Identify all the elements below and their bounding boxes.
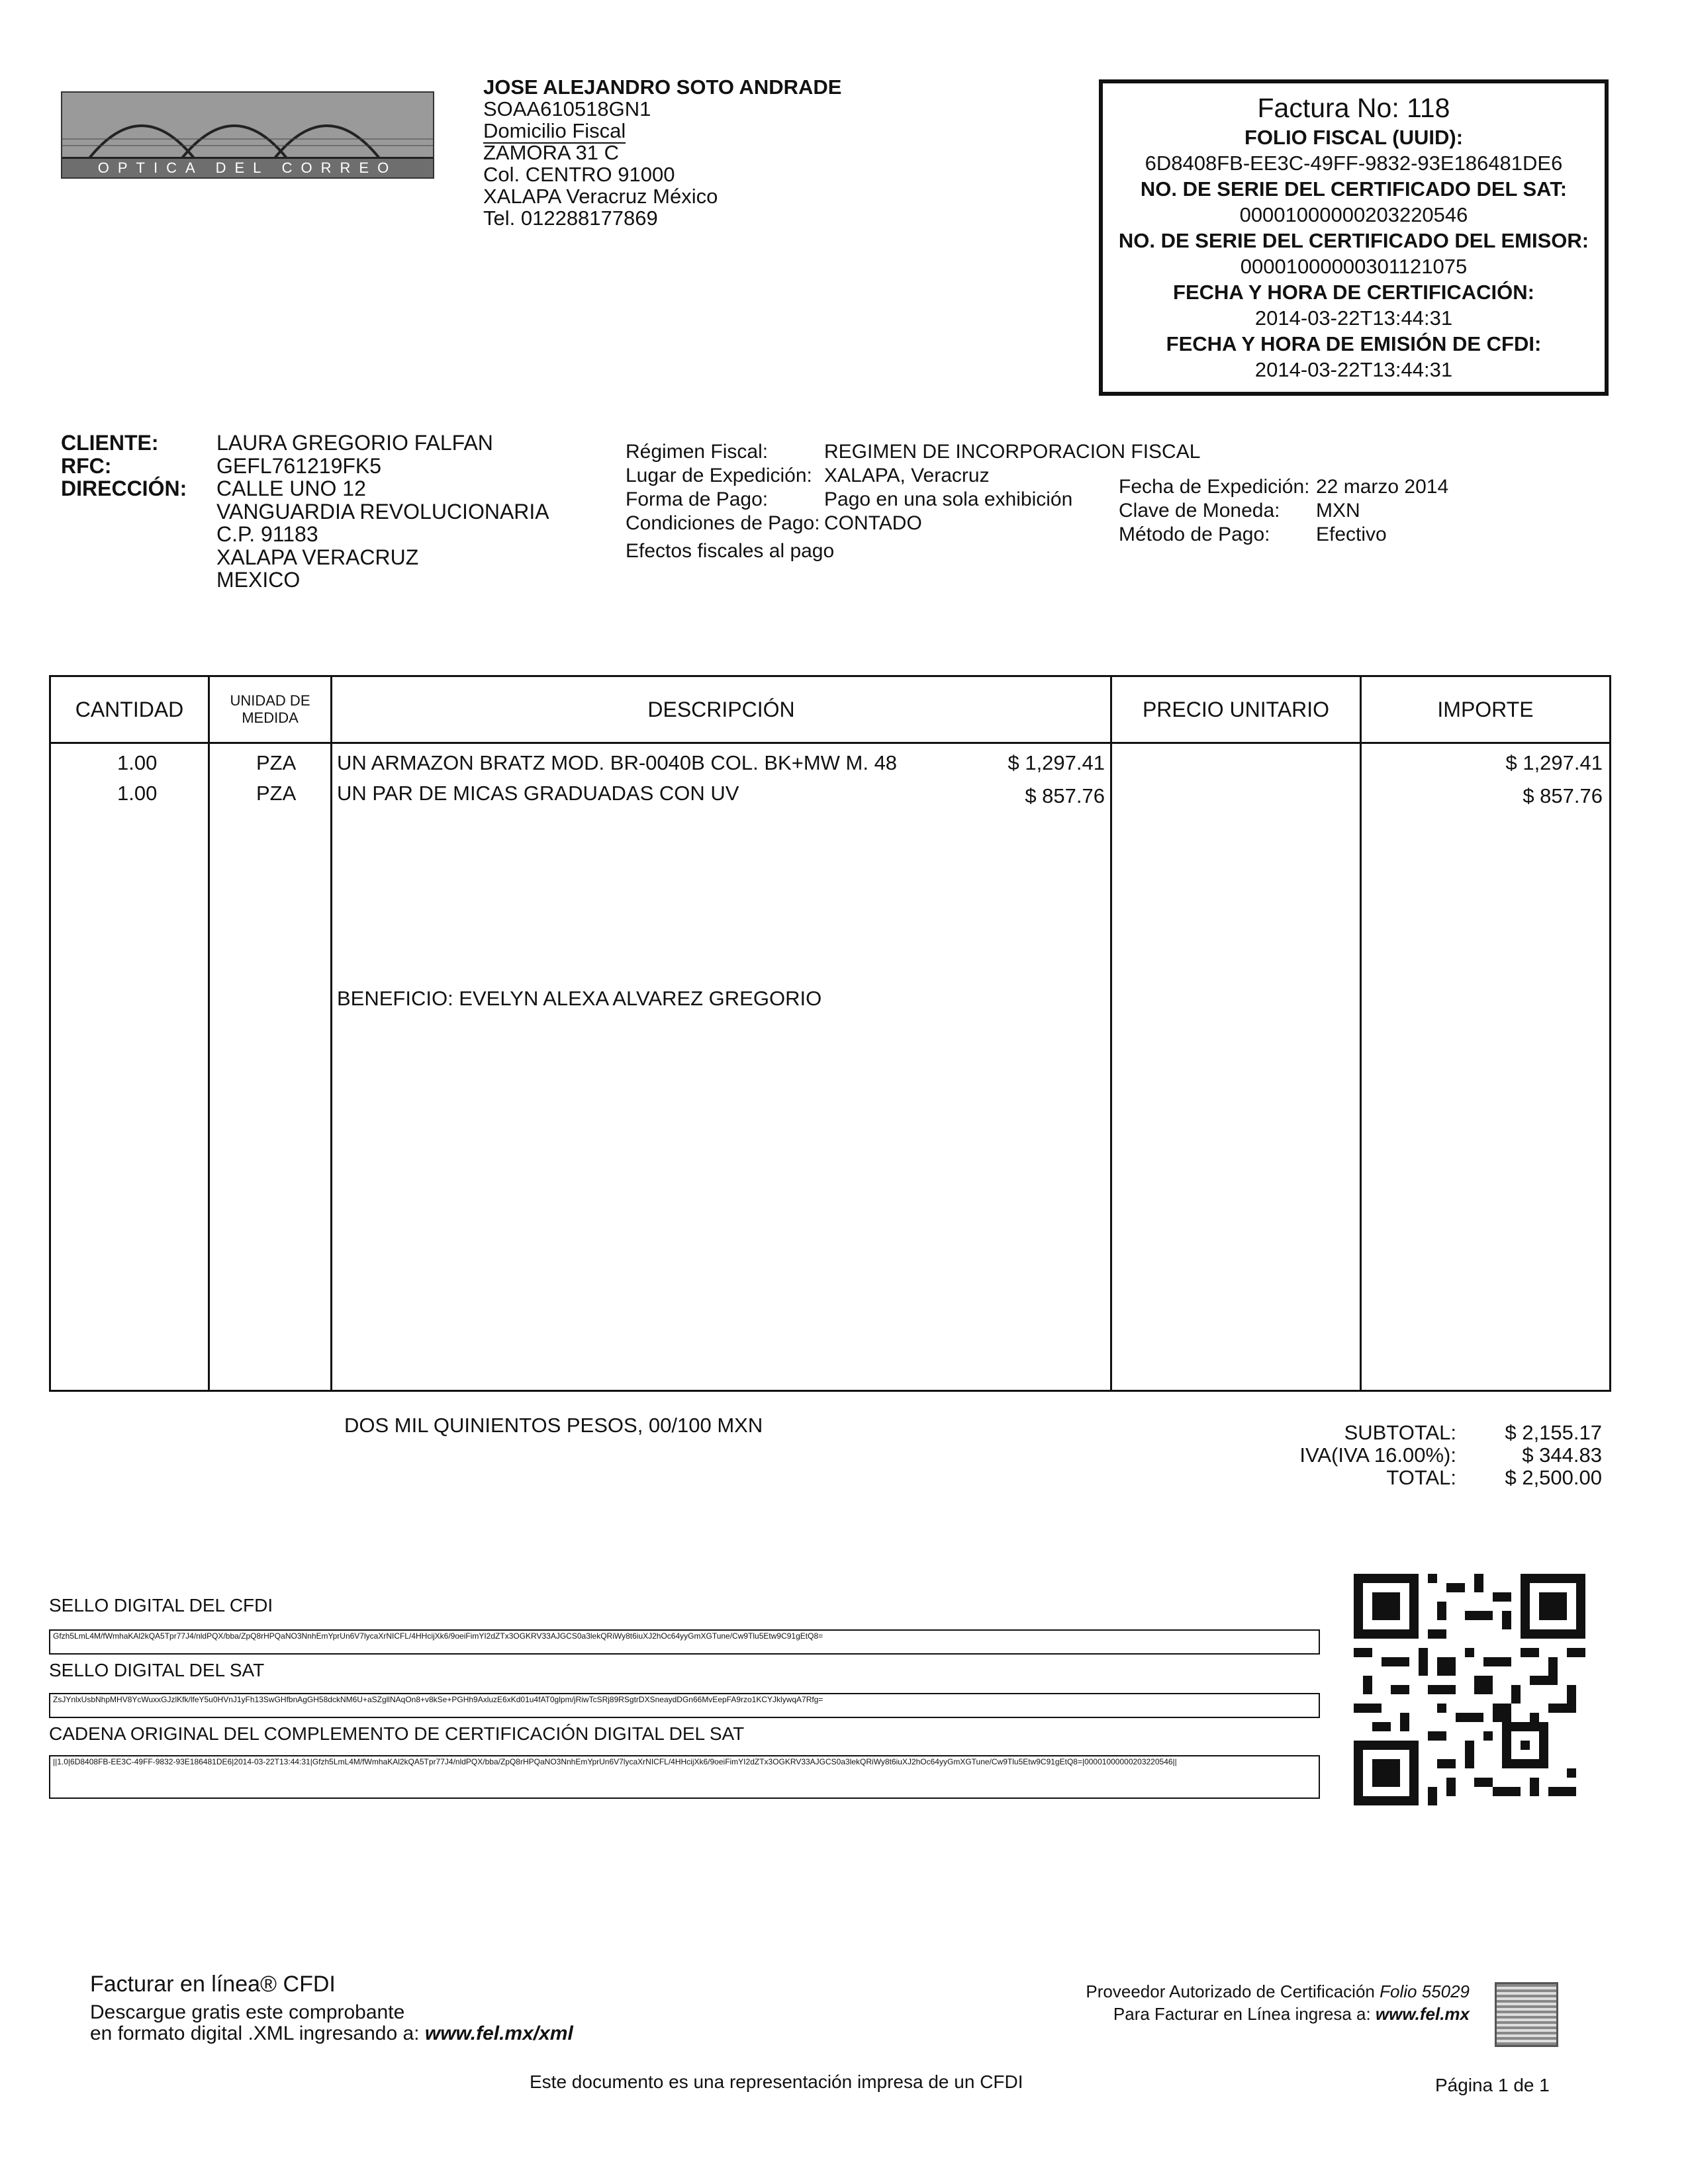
fecha-cert-label: FECHA Y HORA DE CERTIFICACIÓN:	[1173, 281, 1534, 304]
iva-value: $ 344.83	[1522, 1443, 1602, 1467]
fiscal-labels-right	[1119, 475, 1310, 547]
header-cantidad: CANTIDAD	[75, 697, 184, 721]
factura-number: Factura No: 118	[1257, 93, 1450, 123]
total-label: TOTAL:	[1386, 1466, 1456, 1489]
moneda-value: MXN	[1316, 500, 1360, 522]
sello-sat-value: ZsJYnlxUsbNhpMHV8YcWuxxGJzlKfk/lfeY5u0HVnJ1yFh13SwGHfbnAgGH58dckNM6U+aSZgllNAqOn8+v8kSe+PGHh9AxluzE6xKd01u4fAT0glpm/jRiwTcSRj89RSgtrDXSneaydDGn66MvEepFA9rzo1KCYJklywqA7Rfg=	[49, 1693, 1320, 1718]
domicilio-label: Domicilio Fiscal	[483, 119, 626, 142]
client-name: LAURA GREGORIO FALFAN	[216, 431, 493, 455]
footer-right	[993, 1982, 1470, 2023]
issuer-street: ZAMORA 31 C	[483, 141, 619, 164]
lugar-value: XALAPA, Veracruz	[824, 465, 990, 486]
logo-arcs-icon	[62, 93, 433, 159]
cadena-label: CADENA ORIGINAL DEL COMPLEMENTO DE CERTIFICACIÓN DIGITAL DEL SAT	[49, 1723, 745, 1744]
factura-box	[1099, 79, 1609, 396]
formato-url-link[interactable]: www.fel.mx/xml	[424, 2023, 573, 2045]
beneficio-note: BENEFICIO: EVELYN ALEXA ALVAREZ GREGORIO	[337, 987, 822, 1010]
rfc-label: RFC:	[61, 453, 112, 478]
issuer-colonia: Col. CENTRO 91000	[483, 163, 675, 186]
issuer-block	[483, 76, 841, 229]
folio-value: 6D8408FB-EE3C-49FF-9832-93E186481DE6	[1145, 152, 1563, 175]
formato-prefix: en formato digital .XML ingresando a:	[90, 2023, 420, 2045]
forma-label: Forma de Pago:	[626, 488, 769, 510]
client-values	[216, 432, 549, 592]
forma-value: Pago en una sola exhibición	[824, 488, 1073, 510]
fecha-emision-label: FECHA Y HORA DE EMISIÓN DE CFDI:	[1166, 332, 1542, 355]
issuer-phone: Tel. 012288177869	[483, 206, 658, 230]
cert-emisor-value: 00001000000301121075	[1240, 255, 1468, 278]
row2-cantidad: 1.00	[117, 782, 158, 805]
cert-emisor-label: NO. DE SERIE DEL CERTIFICADO DEL EMISOR:	[1118, 229, 1589, 252]
regimen-label: Régimen Fiscal:	[626, 441, 769, 463]
row2-unidad: PZA	[256, 782, 297, 805]
cert-sat-value: 00001000000203220546	[1239, 203, 1468, 226]
representacion-text: Este documento es una representación impresa de un CFDI	[530, 2071, 1023, 2092]
iva-label: IVA(IVA 16.00%):	[1299, 1443, 1456, 1467]
company-logo	[61, 91, 434, 179]
metodo-value: Efectivo	[1316, 523, 1387, 545]
amount-in-words: DOS MIL QUINIENTOS PESOS, 00/100 MXN	[344, 1414, 763, 1437]
header-precio: PRECIO UNITARIO	[1142, 697, 1330, 721]
fiscal-values-right	[1316, 475, 1448, 547]
fecha-cert-value: 2014-03-22T13:44:31	[1254, 306, 1453, 330]
folio-label: FOLIO FISCAL (UUID):	[1244, 126, 1464, 149]
sello-cfdi-label: SELLO DIGITAL DEL CFDI	[49, 1595, 273, 1615]
totals-labels	[1231, 1422, 1456, 1489]
condiciones-value: CONTADO	[824, 512, 922, 534]
client-labels	[61, 432, 187, 500]
header-importe: IMPORTE	[1437, 697, 1534, 721]
fecha-exp-value: 22 marzo 2014	[1316, 476, 1449, 498]
totals-values	[1470, 1422, 1602, 1489]
fel-logo-icon	[1495, 1982, 1558, 2047]
qr-code	[1354, 1574, 1585, 1805]
regimen-value: REGIMEN DE INCORPORACION FISCAL	[824, 441, 1201, 463]
header-unidad: UNIDAD DE MEDIDA	[230, 692, 310, 726]
cadena-value: ||1.0|6D8408FB-EE3C-49FF-9832-93E186481DE6|2014-03-22T13:44:31|Gfzh5LmL4M/fWmhaKAl2kQA5Tpr77J4/nldPQX/bba/ZpQ8rHPQaNO3NnhEmYprUn6V7lycaXrNICFL/4HHcijXk6/9oeiFimYI2dZTx3OGKRV33AJGCS0a3lekQRiWy8t6iuXJ2hOc64yyGmXGTune/Cw9Tlu5Etw9C91gEtQ8=|00001000000203220546||	[49, 1755, 1320, 1799]
fiscal-labels	[626, 440, 834, 563]
subtotal-value: $ 2,155.17	[1505, 1421, 1602, 1444]
cert-sat-label: NO. DE SERIE DEL CERTIFICADO DEL SAT:	[1140, 177, 1568, 201]
efectos-fiscales: Efectos fiscales al pago	[626, 540, 835, 562]
total-value: $ 2,500.00	[1505, 1466, 1602, 1489]
proveedor-prefix: Proveedor Autorizado de Certificación	[1086, 1981, 1375, 2001]
subtotal-label: SUBTOTAL:	[1344, 1421, 1456, 1444]
header-descripcion: DESCRIPCIÓN	[647, 697, 795, 721]
cliente-label: CLIENTE:	[61, 431, 159, 455]
page-number: Página 1 de 1	[1435, 2075, 1550, 2095]
client-address-4: XALAPA VERACRUZ	[216, 545, 419, 569]
items-table	[49, 675, 1611, 1392]
condiciones-label: Condiciones de Pago:	[626, 512, 820, 534]
client-address-5: MEXICO	[216, 568, 301, 592]
fecha-emision-value: 2014-03-22T13:44:31	[1254, 358, 1453, 381]
client-address-2: VANGUARDIA REVOLUCIONARIA	[216, 499, 549, 523]
row1-precio: $ 1,297.41	[1008, 751, 1105, 774]
fecha-exp-label: Fecha de Expedición:	[1119, 476, 1310, 498]
row1-descripcion: UN ARMAZON BRATZ MOD. BR-0040B COL. BK+MW M. 48	[337, 751, 898, 774]
sello-sat-label: SELLO DIGITAL DEL SAT	[49, 1660, 265, 1680]
logo-text: OPTICA DEL CORREO	[97, 159, 398, 176]
lugar-label: Lugar de Expedición:	[626, 465, 812, 486]
moneda-label: Clave de Moneda:	[1119, 500, 1280, 522]
sello-cfdi-value: Gfzh5LmL4M/fWmhaKAl2kQA5Tpr77J4/nldPQX/bba/ZpQ8rHPQaNO3NnhEmYprUn6V7lycaXrNICFL/4HHcijXk6/9oeiFimYI2dZTx3OGKRV33AJGCS0a3lekQRiWy8t6iuXJ2hOc64yyGmXGTune/Cw9Tlu5Etw9C91gEtQ8=	[49, 1629, 1320, 1655]
client-address-1: CALLE UNO 12	[216, 477, 366, 501]
row1-cantidad: 1.00	[117, 751, 158, 774]
issuer-name: JOSE ALEJANDRO SOTO ANDRADE	[483, 75, 842, 99]
footer-left	[90, 1972, 573, 2045]
facturar-en-linea: Facturar en línea® CFDI	[90, 1972, 336, 1997]
para-prefix: Para Facturar en Línea ingresa a:	[1113, 2004, 1371, 2025]
descargue-text: Descargue gratis este comprobante	[90, 2001, 405, 2023]
qr-code-icon	[1354, 1574, 1585, 1805]
client-address-3: C.P. 91183	[216, 522, 318, 547]
direccion-label: DIRECCIÓN:	[61, 477, 187, 501]
row2-descripcion: UN PAR DE MICAS GRADUADAS CON UV	[337, 782, 739, 805]
issuer-city: XALAPA Veracruz México	[483, 185, 718, 208]
metodo-label: Método de Pago:	[1119, 523, 1270, 545]
para-url-link[interactable]: www.fel.mx	[1375, 2004, 1470, 2025]
proveedor-folio: Folio 55029	[1380, 1981, 1470, 2001]
row1-unidad: PZA	[256, 751, 297, 774]
formato-line	[90, 2023, 573, 2044]
row2-importe: $ 857.76	[1523, 784, 1603, 807]
row1-importe: $ 1,297.41	[1505, 751, 1603, 774]
row2-precio: $ 857.76	[1025, 784, 1105, 807]
client-rfc: GEFL761219FK5	[216, 453, 382, 478]
issuer-rfc: SOAA610518GN1	[483, 97, 651, 120]
